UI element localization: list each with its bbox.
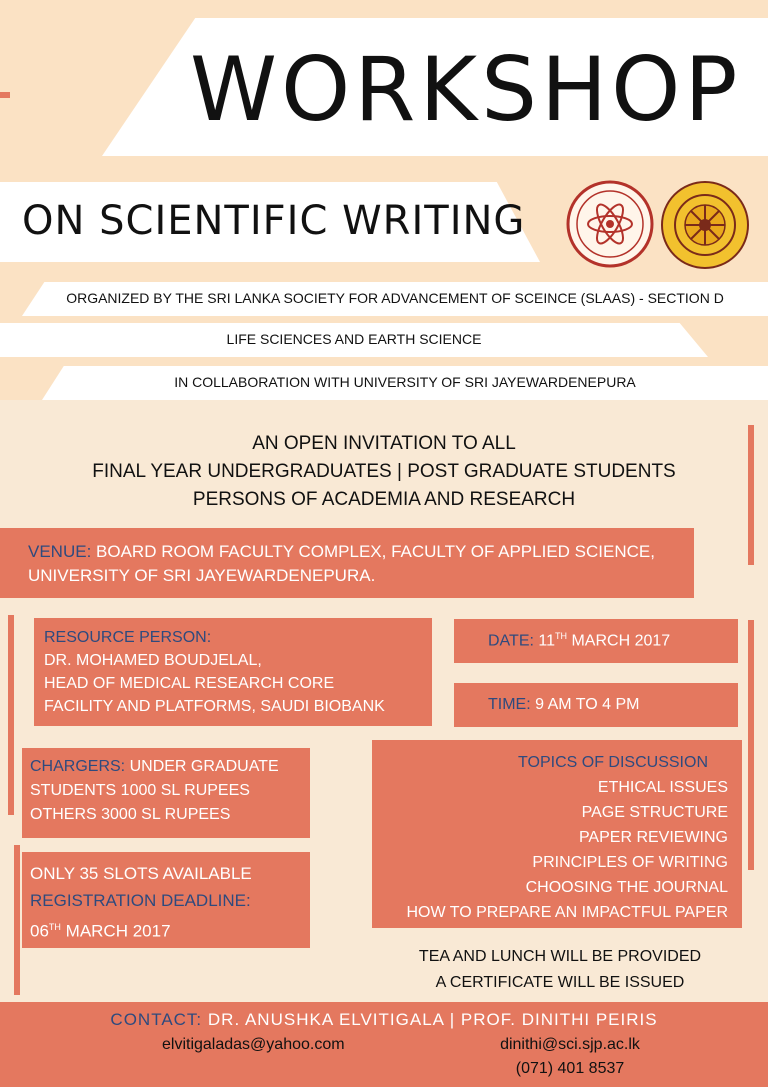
charges-line-2: STUDENTS 1000 SL RUPEES <box>30 782 250 799</box>
date-text <box>488 631 738 650</box>
time-text <box>488 696 738 714</box>
time-value: 9 AM TO 4 PM <box>535 696 640 713</box>
topic-item: PRINCIPLES OF WRITING <box>532 854 728 871</box>
resource-line-2: HEAD OF MEDICAL RESEARCH CORE <box>44 675 335 692</box>
deadline-suffix: TH <box>48 922 61 932</box>
date-rest: MARCH 2017 <box>571 632 671 650</box>
deadline-day: 06 <box>30 921 49 941</box>
resource-label: RESOURCE PERSON: <box>44 629 212 646</box>
venue-line-2: UNIVERSITY OF SRI JAYEWARDENEPURA. <box>28 566 376 585</box>
charges-line-1: UNDER GRADUATE <box>129 758 279 775</box>
date-suffix: TH <box>555 631 567 641</box>
decor-line-right-2 <box>748 620 754 870</box>
organizer-line-3: IN COLLABORATION WITH UNIVERSITY OF SRI JAYEWARDENEPURA <box>174 374 636 390</box>
time-label: TIME: <box>488 696 531 713</box>
invitation-line-2: FINAL YEAR UNDERGRADUATES | POST GRADUATE STUDENTS <box>92 461 676 482</box>
contact-phone: (071) 401 8537 <box>515 1060 625 1077</box>
accent-line <box>0 92 10 98</box>
topic-item: ETHICAL ISSUES <box>597 779 728 796</box>
topics-list <box>372 750 728 925</box>
topic-item: CHOOSING THE JOURNAL <box>525 879 728 896</box>
charges-text <box>30 755 308 827</box>
decor-line-left-2 <box>14 845 20 995</box>
date-label: DATE: <box>488 632 534 650</box>
charges-line-3: OTHERS 3000 SL RUPEES <box>30 806 231 823</box>
topic-item: PAGE STRUCTURE <box>581 804 728 821</box>
decor-line-left-1 <box>8 615 14 815</box>
charges-label: CHARGERS: <box>30 758 126 775</box>
topics-heading: TOPICS OF DISCUSSION <box>518 754 708 771</box>
topic-item: HOW TO PREPARE AN IMPACTFUL PAPER <box>406 904 728 921</box>
resource-text <box>44 626 428 718</box>
provisions-block <box>380 944 740 996</box>
provisions-line-1: TEA AND LUNCH WILL BE PROVIDED <box>418 948 702 965</box>
workshop-title: WORKSHOP <box>190 38 742 141</box>
venue-line-1: BOARD ROOM FACULTY COMPLEX, FACULTY OF APPLIED SCIENCE, <box>96 542 655 561</box>
invitation-block <box>0 430 768 514</box>
venue-label: VENUE: <box>28 542 92 561</box>
topic-item: PAPER REVIEWING <box>578 829 728 846</box>
deadline-label: REGISTRATION DEADLINE: <box>30 891 251 910</box>
subtitle: ON SCIENTIFIC WRITING <box>22 198 526 244</box>
provisions-line-2: A CERTIFICATE WILL BE ISSUED <box>435 974 685 991</box>
date-day: 11 <box>538 632 555 650</box>
contact-header <box>0 1010 768 1030</box>
invitation-line-1: AN OPEN INVITATION TO ALL <box>252 433 516 454</box>
registration-text <box>30 860 310 945</box>
contact-names: DR. ANUSHKA ELVITIGALA | PROF. DINITHI PEIRIS <box>207 1010 658 1029</box>
organizer-line-1: ORGANIZED BY THE SRI LANKA SOCIETY FOR ADVANCEMENT OF SCEINCE (SLAAS) - SECTION D <box>66 290 724 306</box>
venue-text <box>28 540 688 588</box>
slaas-seal-icon <box>566 180 654 268</box>
contact-email-2[interactable]: dinithi@sci.sjp.ac.lk <box>500 1036 640 1053</box>
invitation-line-3: PERSONS OF ACADEMIA AND RESEARCH <box>192 489 576 510</box>
organizer-line-2: LIFE SCIENCES AND EARTH SCIENCE <box>226 331 482 347</box>
contact-label: CONTACT: <box>110 1010 203 1029</box>
deadline-rest: MARCH 2017 <box>65 921 171 941</box>
university-seal-icon <box>660 180 750 270</box>
slots-text: ONLY 35 SLOTS AVAILABLE <box>30 864 252 883</box>
contact-email-1[interactable]: elvitigaladas@yahoo.com <box>162 1036 345 1053</box>
resource-line-1: DR. MOHAMED BOUDJELAL, <box>44 652 262 669</box>
resource-line-3: FACILITY AND PLATFORMS, SAUDI BIOBANK <box>44 698 385 715</box>
